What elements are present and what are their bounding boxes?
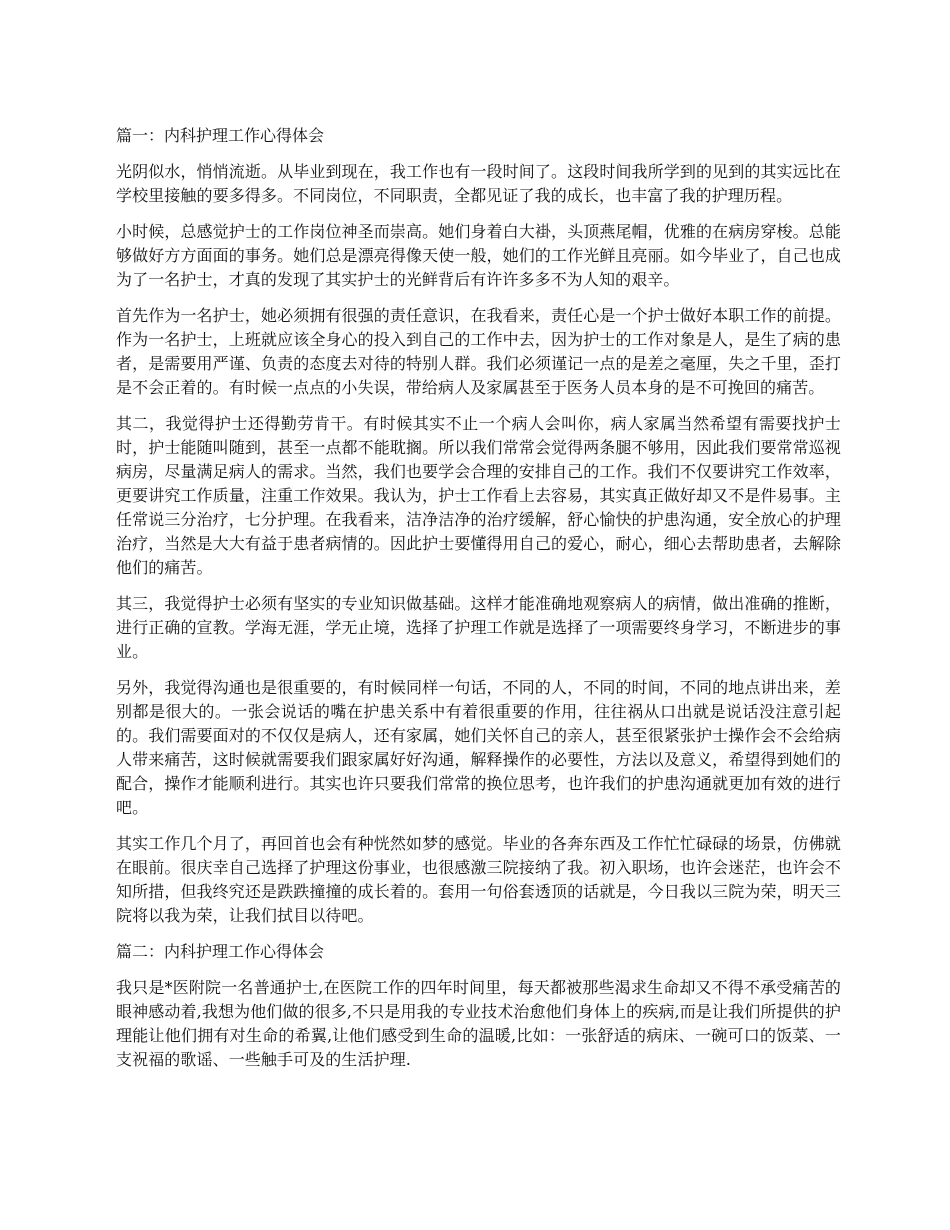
paragraph-intro: 光阴似水，悄悄流逝。从毕业到现在，我工作也有一段时间了。这段时间我所学到的见到的其实远比在学校里接触的要多得多。不同岗位，不同职责，全都见证了我的成长，也丰富了我的护理历程。 xyxy=(116,162,841,205)
paragraph-knowledge: 其三，我觉得护士必须有坚实的专业知识做基础。这样才能准确地观察病人的病情，做出准确的推断，进行正确的宣教。学海无涯，学无止境，选择了护理工作就是选择了一项需要终身学习，不断进步的事业。 xyxy=(116,594,841,661)
paragraph-section2-intro: 我只是*医附院一名普通护士,在医院工作的四年时间里，每天都被那些渴求生命却又不得不承受痛苦的眼神感动着,我想为他们做的很多,不只是用我的专业技术治愈他们身体上的疾病,而是让我们所提供的护理能让他们拥有对生命的希翼,让他们感受到生命的温暖,比如：一张舒适的病床、一碗可口的饭菜、一支祝福的歌谣、一些触手可及的生活护理. xyxy=(116,978,841,1069)
section-heading-2: 篇二：内科护理工作心得体会 xyxy=(116,942,325,961)
paragraph-childhood: 小时候，总感觉护士的工作岗位神圣而崇高。她们身着白大褂，头顶燕尾帽，优雅的在病房穿梭。总能够做好方方面面的事务。她们总是漂亮得像天使一般，她们的工作光鲜且亮丽。如今毕业了，自己也成为了一名护士，才真的发现了其实护士的光鲜背后有许许多多不为人知的艰辛。 xyxy=(116,222,841,289)
paragraph-responsibility: 首先作为一名护士，她必须拥有很强的责任意识，在我看来，责任心是一个护士做好本职工作的前提。作为一名护士，上班就应该全身心的投入到自己的工作中去，因为护士的工作对象是人，是生了病的患者，是需要用严谨、负责的态度去对待的特别人群。我们必须谨记一点的是差之毫厘，失之千里，歪打是不会正着的。有时候一点点的小失误，带给病人及家属甚至于医务人员本身的是不可挽回的痛苦。 xyxy=(116,306,841,397)
paragraph-diligence: 其二，我觉得护士还得勤劳肯干。有时候其实不止一个病人会叫你，病人家属当然希望有需要找护士时，护士能随叫随到，甚至一点都不能耽搁。所以我们常常会觉得两条腿不够用，因此我们要常常巡视病房，尽量满足病人的需求。当然，我们也要学会合理的安排自己的工作。我们不仅要讲究工作效率，更要讲究工作质量，注重工作效果。我认为，护士工作看上去容易，其实真正做好却又不是件易事。主任常说三分治疗，七分护理。在我看来，洁净洁净的治疗缓解，舒心愉快的护患沟通，安全放心的护理治疗，当然是大大有益于患者病情的。因此护士要懂得用自己的爱心，耐心，细心去帮助患者，去解除他们的痛苦。 xyxy=(116,414,841,577)
paragraph-communication: 另外，我觉得沟通也是很重要的，有时候同样一句话，不同的人，不同的时间，不同的地点讲出来，差别都是很大的。一张会说话的嘴在护患关系中有着很重要的作用，往往祸从口出就是说话没注意引起的。我们需要面对的不仅仅是病人，还有家属，她们关怀自己的亲人，甚至很紧张护士操作会不会给病人带来痛苦，这时候就需要我们跟家属好好沟通，解释操作的必要性，方法以及意义，希望得到她们的配合，操作才能顺利进行。其实也许只要我们常常的换位思考，也许我们的护患沟通就更加有效的进行吧。 xyxy=(116,678,841,817)
document-page xyxy=(116,124,841,1084)
paragraph-reflection: 其实工作几个月了，再回首也会有种恍然如梦的感觉。毕业的各奔东西及工作忙忙碌碌的场景，仿佛就在眼前。很庆幸自己选择了护理这份事业，也很感激三院接纳了我。初入职场，也许会迷茫，也许会不知所措，但我终究还是跌跌撞撞的成长着的。套用一句俗套透顶的话就是，今日我以三院为荣，明天三院将以我为荣，让我们拭目以待吧。 xyxy=(116,834,841,925)
section-heading-1: 篇一：内科护理工作心得体会 xyxy=(116,126,325,145)
